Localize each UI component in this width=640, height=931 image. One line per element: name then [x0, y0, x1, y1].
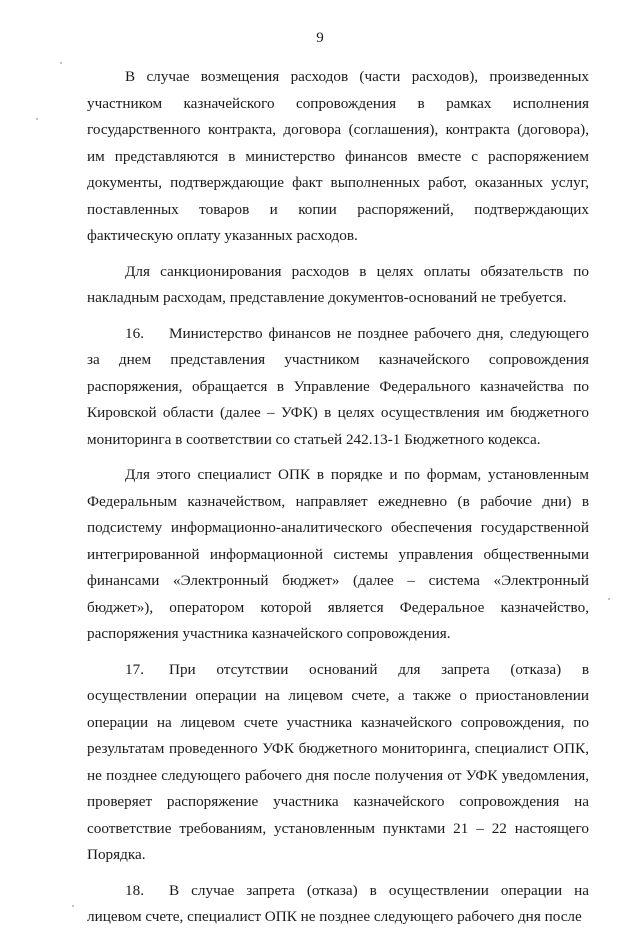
paragraph-1 — [87, 64, 589, 250]
paragraph-2-text: Для санкционирования расходов в целях оплаты обязательств по накладным расходам, представление документов-оснований не требуется. — [87, 262, 589, 306]
document-body — [87, 64, 589, 931]
paragraph-18 — [87, 878, 589, 931]
scan-speck — [60, 62, 62, 64]
paragraph-1-text: В случае возмещения расходов (части расходов), произведенных участником казначейского сопровождения в рамках исполнения государственного контракта, договора (соглашения), контракта (договора), им представляются в министерство финансов вместе с распоряжением документы, подтверждающие факт выполненных работ, оказанных услуг, поставленных товаров и копии распоряжений, подтверждающих фактическую оплату указанных расходов. — [87, 68, 589, 244]
paragraph-18-number: 18. — [125, 881, 144, 899]
page-number: 9 — [316, 30, 324, 46]
scan-speck — [608, 598, 610, 600]
paragraph-18-text: В случае запрета (отказа) в осуществлении операции на лицевом счете, специалист ОПК не позднее следующего рабочего дня после — [87, 881, 589, 925]
paragraph-16-continuation — [87, 462, 589, 648]
paragraph-16-continuation-text: Для этого специалист ОПК в порядке и по формам, установленным Федеральным казначейством, направляет ежедневно (в рабочие дни) в подсистему информационно-аналитического обеспечения государственной интегрированной информационной системы управления общественными финансами «Электронный бюджет» (далее – система «Электронный бюджет»), оператором которой является Федеральное казначейство, распоряжения участника казначейского сопровождения. — [87, 466, 589, 642]
scan-speck — [36, 118, 38, 120]
paragraph-17-text: При отсутствии оснований для запрета (отказа) в осуществлении операции на лицевом счете, а также о приостановлении операции на лицевом счете участника казначейского сопровождения, по результатам проведенного УФК бюджетного мониторинга, специалист ОПК, не позднее следующего рабочего дня после получения от УФК уведомления, проверяет распоряжение участника казначейского сопровождения на соответствие требованиям, установленным пунктами 21 – 22 настоящего Порядка. — [87, 660, 589, 863]
paragraph-16-number: 16. — [125, 324, 144, 342]
paragraph-2 — [87, 259, 589, 312]
scan-speck — [72, 905, 74, 907]
paragraph-16 — [87, 321, 589, 454]
paragraph-17-number: 17. — [125, 660, 144, 678]
paragraph-16-text: Министерство финансов не позднее рабочего дня, следующего за днем представления участником казначейского сопровождения распоряжения, обращается в Управление Федерального казначейства по Кировской области (далее – УФК) в целях осуществления им бюджетного мониторинга в соответствии со статьей 242.13-1 Бюджетного кодекса. — [87, 324, 589, 448]
paragraph-17 — [87, 657, 589, 869]
